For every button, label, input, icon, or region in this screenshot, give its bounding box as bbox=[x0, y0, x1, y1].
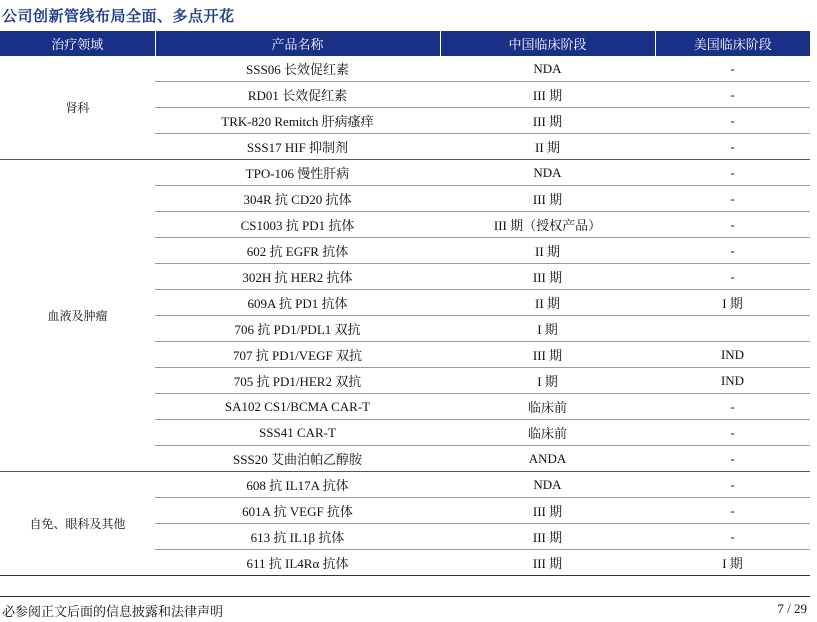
header-area: 治疗领域 bbox=[0, 31, 155, 56]
header-us-stage: 美国临床阶段 bbox=[655, 31, 810, 56]
us-stage-cell: - bbox=[655, 446, 810, 472]
product-name-cell: CS1003 抗 PD1 抗体 bbox=[155, 212, 440, 238]
china-stage-cell: 临床前 bbox=[440, 394, 655, 420]
page-title: 公司创新管线布局全面、多点开花 bbox=[2, 7, 235, 25]
footer-disclaimer: 必参阅正文后面的信息披露和法律声明 bbox=[2, 605, 224, 620]
china-stage-cell: III 期 bbox=[440, 82, 655, 108]
product-name-cell: TRK-820 Remitch 肝病瘙痒 bbox=[155, 108, 440, 134]
product-name-cell: 601A 抗 VEGF 抗体 bbox=[155, 498, 440, 524]
product-name-cell: 705 抗 PD1/HER2 双抗 bbox=[155, 368, 440, 394]
footer-divider bbox=[0, 596, 810, 597]
us-stage-cell: - bbox=[655, 524, 810, 550]
china-stage-cell: II 期 bbox=[440, 238, 655, 264]
table-row bbox=[0, 160, 810, 186]
us-stage-cell: IND bbox=[655, 368, 810, 394]
table-header-row bbox=[0, 31, 810, 56]
us-stage-cell: I 期 bbox=[655, 550, 810, 576]
china-stage-cell: I 期 bbox=[440, 368, 655, 394]
product-name-cell: 613 抗 IL1β 抗体 bbox=[155, 524, 440, 550]
us-stage-cell: - bbox=[655, 82, 810, 108]
pipeline-table bbox=[0, 31, 810, 576]
china-stage-cell: 临床前 bbox=[440, 420, 655, 446]
china-stage-cell: II 期 bbox=[440, 290, 655, 316]
china-stage-cell: I 期 bbox=[440, 316, 655, 342]
product-name-cell: SSS06 长效促红素 bbox=[155, 56, 440, 82]
product-name-cell: RD01 长效促红素 bbox=[155, 82, 440, 108]
us-stage-cell: I 期 bbox=[655, 290, 810, 316]
china-stage-cell: II 期 bbox=[440, 134, 655, 160]
product-name-cell: SA102 CS1/BCMA CAR-T bbox=[155, 394, 440, 420]
product-name-cell: SSS41 CAR-T bbox=[155, 420, 440, 446]
product-name-cell: SSS17 HIF 抑制剂 bbox=[155, 134, 440, 160]
us-stage-cell: - bbox=[655, 264, 810, 290]
china-stage-cell: III 期 bbox=[440, 524, 655, 550]
therapy-area-cell: 自免、眼科及其他 bbox=[0, 472, 155, 576]
table-row bbox=[0, 472, 810, 498]
us-stage-cell bbox=[655, 316, 810, 342]
china-stage-cell: III 期（授权产品） bbox=[440, 212, 655, 238]
product-name-cell: 706 抗 PD1/PDL1 双抗 bbox=[155, 316, 440, 342]
china-stage-cell: NDA bbox=[440, 56, 655, 82]
china-stage-cell: ANDA bbox=[440, 446, 655, 472]
us-stage-cell: - bbox=[655, 472, 810, 498]
us-stage-cell: - bbox=[655, 56, 810, 82]
product-name-cell: SSS20 艾曲泊帕乙醇胺 bbox=[155, 446, 440, 472]
header-product: 产品名称 bbox=[155, 31, 440, 56]
china-stage-cell: NDA bbox=[440, 472, 655, 498]
table-body bbox=[0, 56, 810, 576]
china-stage-cell: III 期 bbox=[440, 186, 655, 212]
therapy-area-cell: 血液及肿瘤 bbox=[0, 160, 155, 472]
china-stage-cell: III 期 bbox=[440, 342, 655, 368]
us-stage-cell: IND bbox=[655, 342, 810, 368]
product-name-cell: 707 抗 PD1/VEGF 双抗 bbox=[155, 342, 440, 368]
product-name-cell: 609A 抗 PD1 抗体 bbox=[155, 290, 440, 316]
header-china-stage: 中国临床阶段 bbox=[440, 31, 655, 56]
us-stage-cell: - bbox=[655, 134, 810, 160]
product-name-cell: 602 抗 EGFR 抗体 bbox=[155, 238, 440, 264]
us-stage-cell: - bbox=[655, 108, 810, 134]
us-stage-cell: - bbox=[655, 238, 810, 264]
china-stage-cell: III 期 bbox=[440, 108, 655, 134]
page-number: 7 / 29 bbox=[777, 601, 807, 616]
china-stage-cell: NDA bbox=[440, 160, 655, 186]
table-bottom-rule bbox=[0, 575, 810, 576]
us-stage-cell: - bbox=[655, 212, 810, 238]
us-stage-cell: - bbox=[655, 420, 810, 446]
china-stage-cell: III 期 bbox=[440, 498, 655, 524]
china-stage-cell: III 期 bbox=[440, 264, 655, 290]
product-name-cell: 302H 抗 HER2 抗体 bbox=[155, 264, 440, 290]
us-stage-cell: - bbox=[655, 186, 810, 212]
us-stage-cell: - bbox=[655, 160, 810, 186]
therapy-area-cell: 肾科 bbox=[0, 56, 155, 160]
us-stage-cell: - bbox=[655, 394, 810, 420]
china-stage-cell: III 期 bbox=[440, 550, 655, 576]
product-name-cell: 611 抗 IL4Rα 抗体 bbox=[155, 550, 440, 576]
us-stage-cell: - bbox=[655, 498, 810, 524]
table-row bbox=[0, 56, 810, 82]
product-name-cell: TPO-106 慢性肝病 bbox=[155, 160, 440, 186]
product-name-cell: 608 抗 IL17A 抗体 bbox=[155, 472, 440, 498]
product-name-cell: 304R 抗 CD20 抗体 bbox=[155, 186, 440, 212]
